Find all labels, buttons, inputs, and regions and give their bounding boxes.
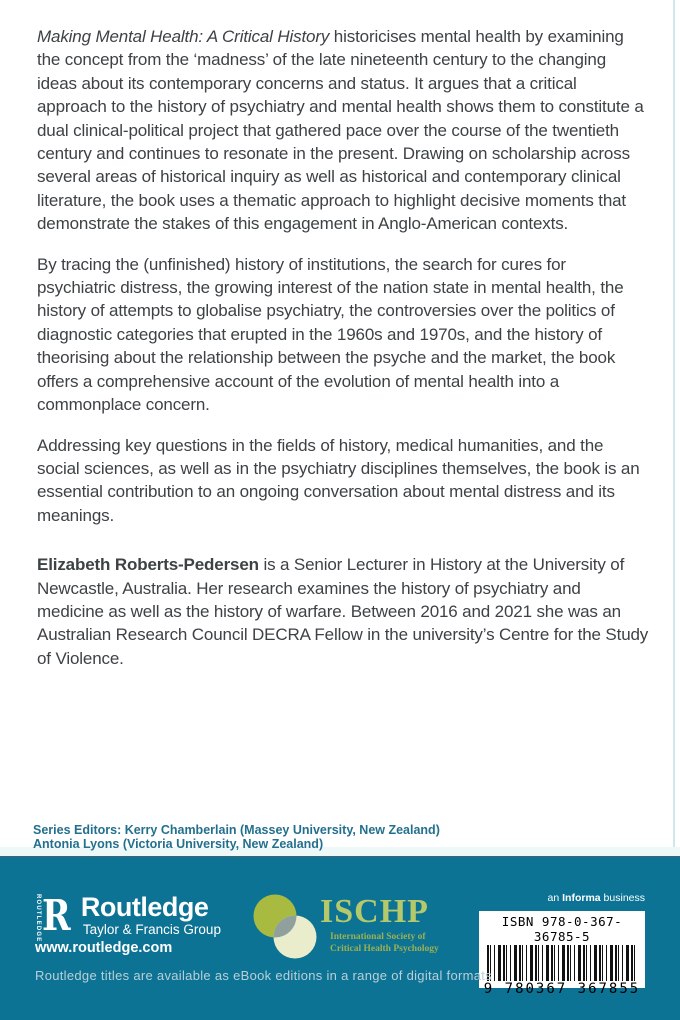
informa-prefix: an (547, 892, 563, 904)
author-name: Elizabeth Roberts-Pedersen (37, 555, 259, 575)
ischp-subtitle-line2: Critical Health Psychology (330, 943, 439, 954)
routledge-name: Routledge (80, 892, 209, 922)
ischp-logo-text (320, 894, 439, 955)
ischp-circles-icon (248, 892, 318, 962)
cover-edge-line (673, 0, 675, 848)
informa-business-label (548, 892, 645, 904)
routledge-vertical-wordmark: ROUTLEDGE (35, 894, 41, 943)
ischp-acronym: ISCHP (320, 893, 429, 930)
author-bio-text: is a Senior Lecturer in History at the University of Newcastle, Australia. Her research examines the history of psychiatry and medicine as well as the history of warfare. Between 2016 and 2021 she was an Australian Research Council DECRA Fellow in the university’s Centre for the Study of Violence. (37, 555, 649, 668)
book-title-italic: Making Mental Health: A Critical History (37, 27, 330, 46)
informa-suffix: business (600, 892, 645, 904)
series-editors-line1: Series Editors: Kerry Chamberlain (Massey University, New Zealand) (33, 823, 440, 837)
ischp-subtitle-line1: International Society of (330, 932, 426, 942)
synopsis-paragraph-2: By tracing the (unfinished) history of institutions, the search for cures for psychiatric distress, the growing interest of the nation state in mental health, the history of attempts to globalise psychiatry, the controversies over the politics of diagnostic categories that erupted in the 1960s and 1970s, and the history of theorising about the relationship between the psyche and the market, the book offers a comprehensive account of the evolution of mental health into a commonplace concern. (37, 254, 624, 415)
routledge-r-icon: R (42, 891, 71, 940)
taylor-francis-group-label: Taylor & Francis Group (82, 922, 221, 937)
synopsis-paragraph-1 (37, 25, 649, 236)
synopsis-paragraph-1-text: historicises mental health by examining the concept from the ‘madness’ of the late nineteenth century to the changing ideas about its contemporary concerns and status. It argues that a critical approach to the history of psychiatry and mental health shows them to constitute a dual clinical-political project that gathered pace over the course of the twentieth century and continues to resonate in the present. Drawing on scholarship across several areas of historical inquiry as well as historical and contemporary clinical literature, the book uses a thematic approach to highlight decisive moments that demonstrate the stakes of this engagement in Anglo-American contexts. (37, 27, 644, 234)
isbn-barcode (479, 911, 645, 997)
publisher-band (0, 856, 680, 1020)
isbn-digits: 9 780367 367855 (483, 981, 641, 997)
series-editors (33, 823, 440, 851)
back-cover-synopsis (37, 25, 649, 687)
ebook-availability-note: Routledge titles are available as eBook editions in a range of digital formats (35, 968, 492, 983)
synopsis-paragraph-3: Addressing key questions in the fields of history, medical humanities, and the social sciences, as well as in the psychiatry disciplines themselves, the book is an essential contribution to an ongoing conversation about mental distress and its meanings. (37, 435, 640, 525)
ischp-subtitle (330, 932, 439, 955)
series-editors-line2: Antonia Lyons (Victoria University, New Zealand) (33, 837, 324, 851)
routledge-logo (35, 892, 221, 944)
barcode-bars-icon (487, 945, 637, 981)
routledge-wordmark-block (81, 892, 221, 937)
author-bio (37, 553, 649, 670)
isbn-label: ISBN 978-0-367-36785-5 (501, 914, 623, 944)
informa-brand: Informa (562, 892, 601, 904)
routledge-url: www.routledge.com (35, 940, 173, 956)
